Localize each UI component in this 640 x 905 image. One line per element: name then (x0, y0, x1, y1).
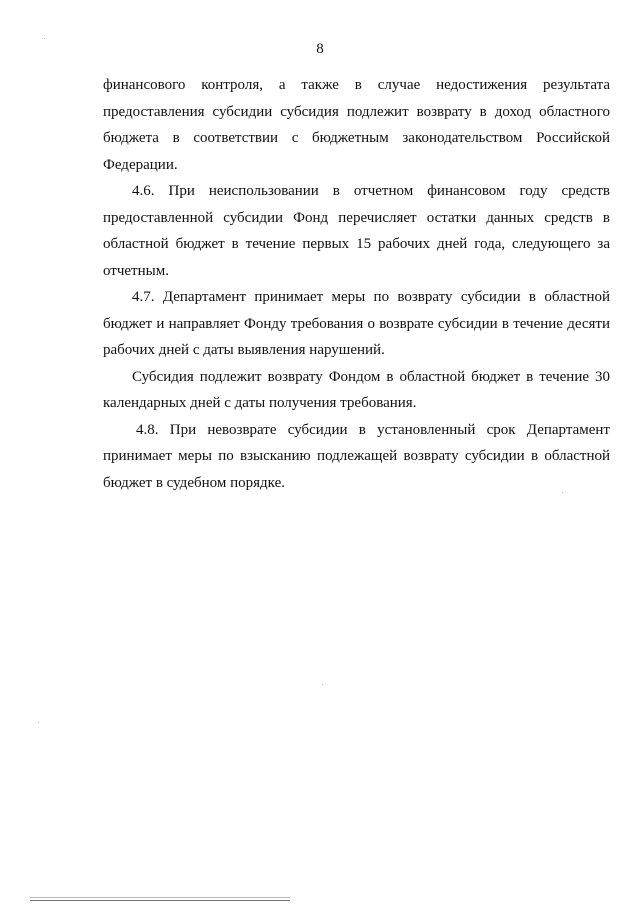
scan-edge-line (30, 900, 290, 901)
paragraph-4-6: 4.6. При неиспользовании в отчетном финансовом году средств предоставленной субсидии Фонд перечисляет остатки данных средств в областной бюджет в течение первых 15 рабочих дней года, следующего за отчетным. (103, 183, 610, 279)
scan-speck (44, 38, 45, 39)
document-body (103, 72, 610, 496)
scan-speck (562, 492, 563, 493)
scan-speck (38, 722, 39, 723)
paragraph-continuation: финансового контроля, а также в случае недостижения результата предоставления субсидии субсидия подлежит возврату в доход областного бюджета в соответствии с бюджетным законодательством Российской Федерации. (103, 77, 610, 173)
scan-speck (322, 684, 323, 685)
page-number: 8 (316, 41, 324, 57)
paragraph-subsidy-return: Субсидия подлежит возврату Фондом в областной бюджет в течение 30 календарных дней с даты получения требования. (103, 368, 610, 411)
scan-edge-line (30, 897, 290, 898)
paragraph-4-7: 4.7. Департамент принимает меры по возврату субсидии в областной бюджет и направляет Фонду требования о возврате субсидии в течение десяти рабочих дней с даты выявления нарушений. (103, 289, 610, 358)
paragraph-4-8: 4.8. При невозврате субсидии в установленный срок Департамент принимает меры по взысканию подлежащей возврату субсидии в областной бюджет в судебном порядке. (103, 421, 610, 491)
